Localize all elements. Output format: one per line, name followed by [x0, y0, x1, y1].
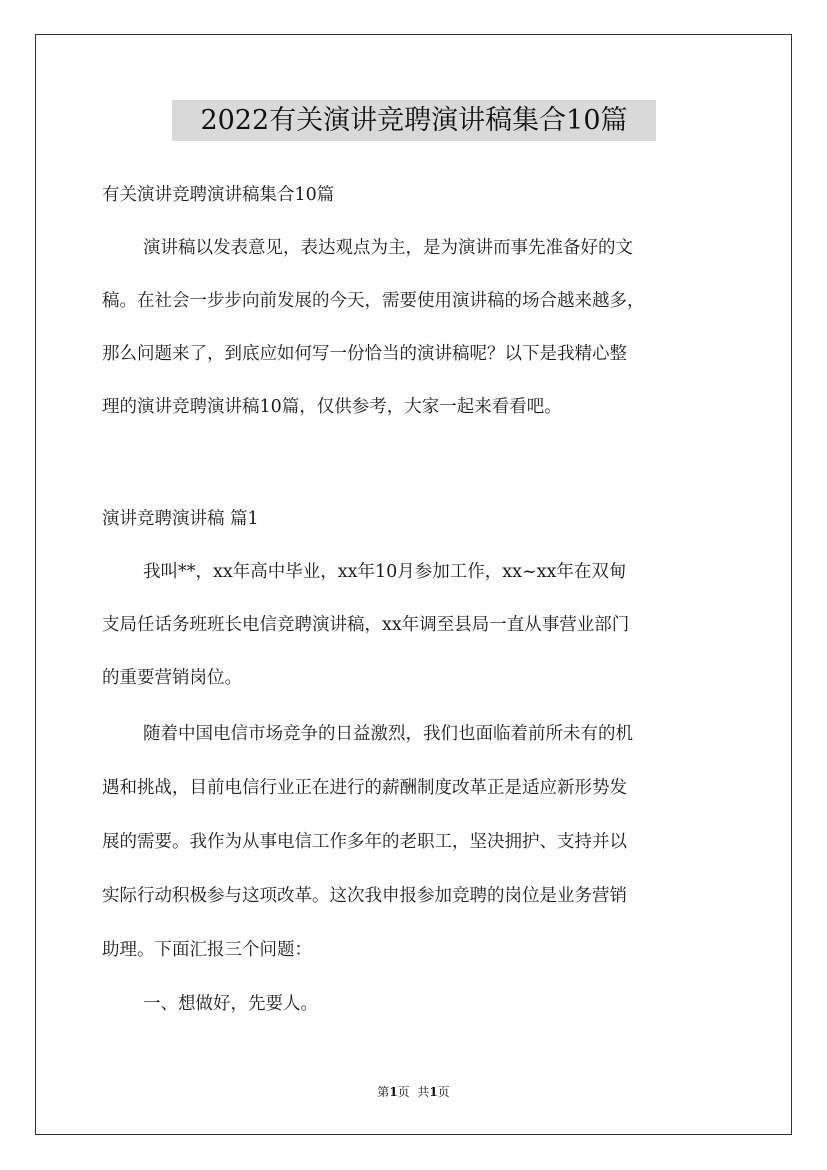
- para1-line-1: 我叫**，xx年高中毕业，xx年10月参加工作，xx~xx年在双甸: [143, 562, 627, 582]
- footer-page-total: 1: [429, 1085, 438, 1099]
- footer-page-num: 1: [389, 1085, 398, 1099]
- intro-line-2: 稿。在社会一步步向前发展的今天，需要使用演讲稿的场合越来越多，: [102, 291, 645, 311]
- section-heading: 演讲竞聘演讲稿 篇1: [102, 509, 259, 529]
- document-subtitle: 有关演讲竞聘演讲稿集合10篇: [102, 185, 335, 205]
- para2-line-5: 助理。下面汇报三个问题：: [102, 940, 312, 960]
- footer-prefix: 第: [377, 1085, 390, 1099]
- para2-line-4: 实际行动积极参与这项改革。这次我申报参加竞聘的岗位是业务营销: [102, 886, 627, 906]
- para1-line-3: 的重要营销岗位。: [102, 668, 242, 688]
- intro-line-3: 那么问题来了，到底应如何写一份恰当的演讲稿呢？以下是我精心整: [102, 344, 627, 364]
- footer-suffix: 页: [437, 1085, 450, 1099]
- document-title: 2022有关演讲竞聘演讲稿集合10篇: [172, 100, 656, 141]
- para1-line-2: 支局任话务班班长电信竞聘演讲稿，xx年调至县局一直从事营业部门: [102, 615, 630, 635]
- intro-line-1: 演讲稿以发表意见，表达观点为主，是为演讲而事先准备好的文: [143, 238, 633, 258]
- para2-line-3: 展的需要。我作为从事电信工作多年的老职工，坚决拥护、支持并以: [102, 832, 627, 852]
- para3-line-1: 一、想做好，先要人。: [143, 994, 318, 1014]
- para2-line-2: 遇和挑战，目前电信行业正在进行的薪酬制度改革正是适应新形势发: [102, 778, 627, 798]
- page-footer: [0, 1084, 827, 1100]
- para2-line-1: 随着中国电信市场竞争的日益激烈，我们也面临着前所未有的机: [143, 724, 633, 744]
- footer-mid: 页 共: [397, 1085, 430, 1099]
- intro-line-4: 理的演讲竞聘演讲稿10篇，仅供参考，大家一起来看看吧。: [102, 397, 562, 417]
